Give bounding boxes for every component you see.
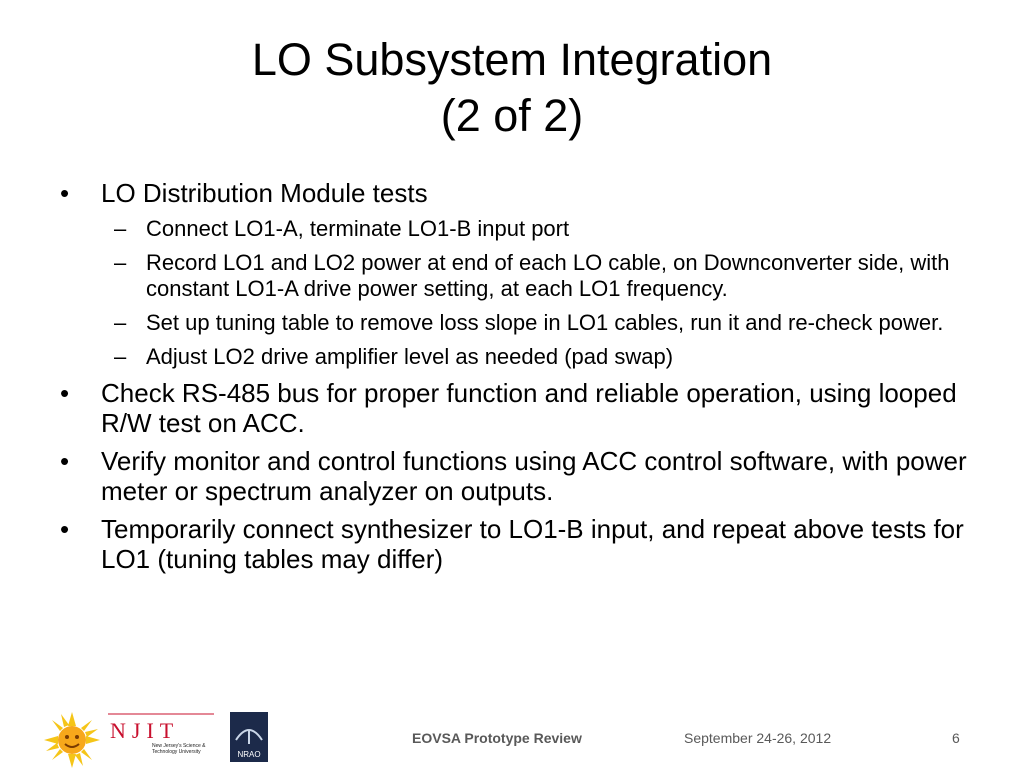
footer-date: September 24-26, 2012 bbox=[684, 730, 832, 746]
sub-bullet-text: Connect LO1-A, terminate LO1-B input port bbox=[146, 216, 570, 241]
sub-bullet-list bbox=[60, 216, 980, 370]
bullet-marker: • bbox=[60, 446, 70, 476]
bullet-text: Check RS-485 bus for proper function and reliable operation, using looped R/W test on ACC. bbox=[101, 378, 957, 438]
nrao-logo-icon bbox=[230, 712, 268, 762]
slide-number: 6 bbox=[952, 730, 960, 746]
sub-bullet-item bbox=[60, 344, 980, 370]
bullet-item bbox=[60, 178, 980, 208]
slide-title bbox=[0, 32, 1024, 144]
sub-bullet-item bbox=[60, 310, 980, 336]
dash-marker: – bbox=[114, 310, 127, 335]
njit-tagline-1: New Jersey's Science & bbox=[152, 743, 206, 749]
dash-marker: – bbox=[114, 250, 127, 275]
njit-logo-icon bbox=[108, 712, 216, 758]
nrao-logo-text: NRAO bbox=[237, 750, 261, 759]
bullet-text: Temporarily connect synthesizer to LO1-B input, and repeat above tests for LO1 (tuning tables may differ) bbox=[101, 514, 964, 574]
dash-marker: – bbox=[114, 216, 127, 241]
bullet-item bbox=[60, 378, 980, 438]
sub-bullet-text: Set up tuning table to remove loss slope in LO1 cables, run it and re-check power. bbox=[146, 310, 944, 335]
slide-footer bbox=[0, 700, 1024, 768]
title-line-2: (2 of 2) bbox=[440, 90, 584, 141]
njit-tagline-2: Technology University bbox=[152, 749, 201, 755]
footer-presentation-title: EOVSA Prototype Review bbox=[412, 730, 582, 746]
bullet-text: LO Distribution Module tests bbox=[101, 178, 428, 208]
sub-bullet-item bbox=[60, 250, 980, 302]
njit-logo-text: NJIT bbox=[110, 718, 180, 743]
bullet-item bbox=[60, 514, 980, 574]
bullet-marker: • bbox=[60, 378, 70, 408]
sub-bullet-text: Record LO1 and LO2 power at end of each LO cable, on Downconverter side, with constant LO1-A drive power setting, at each LO1 frequency. bbox=[146, 250, 950, 301]
bullet-marker: • bbox=[60, 514, 70, 544]
sub-bullet-text: Adjust LO2 drive amplifier level as needed (pad swap) bbox=[146, 344, 674, 369]
dash-marker: – bbox=[114, 344, 127, 369]
sun-logo-icon bbox=[44, 712, 100, 768]
bullet-item bbox=[60, 446, 980, 506]
bullet-marker: • bbox=[60, 178, 70, 208]
bullet-text: Verify monitor and control functions using ACC control software, with power meter or spectrum analyzer on outputs. bbox=[101, 446, 967, 506]
bullet-list bbox=[60, 178, 980, 582]
sub-bullet-item bbox=[60, 216, 980, 242]
title-line-1: LO Subsystem Integration bbox=[251, 34, 773, 85]
